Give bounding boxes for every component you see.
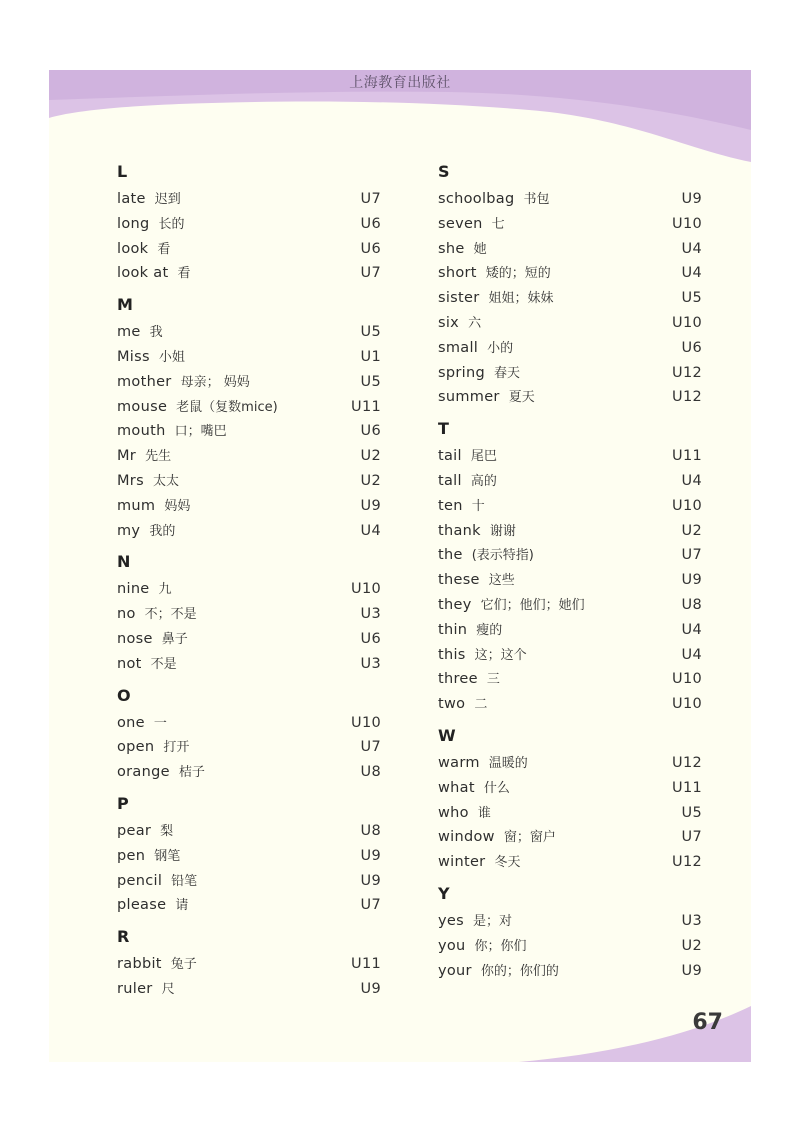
vocabulary-entry	[117, 711, 381, 736]
vocabulary-entry	[117, 952, 381, 977]
vocabulary-entry	[438, 667, 702, 692]
entry-word: nine	[117, 581, 150, 598]
entry-word: ruler	[117, 980, 153, 997]
vocabulary-entry	[117, 345, 381, 370]
letter-section	[117, 922, 381, 1002]
vocabulary-entry	[117, 735, 381, 760]
entry-meaning: 这；这个	[474, 647, 527, 663]
entry-word: look	[117, 240, 149, 257]
entry-unit: U9	[360, 872, 381, 889]
vocabulary-entry	[117, 893, 381, 918]
vocabulary-entry	[438, 385, 702, 410]
entry-word: seven	[438, 215, 483, 232]
entry-word: nose	[117, 630, 153, 647]
section-letter: O	[117, 685, 131, 705]
vocabulary-entry	[438, 187, 702, 212]
entry-unit: U12	[672, 364, 702, 381]
entry-word: pencil	[117, 872, 163, 889]
entry-unit: U9	[681, 572, 702, 589]
vocabulary-entry	[438, 776, 702, 801]
vocabulary-entry	[117, 419, 381, 444]
vocabulary-entry	[117, 370, 381, 395]
entry-meaning: 尾巴	[470, 449, 497, 465]
entry-word: orange	[117, 764, 170, 781]
vocabulary-entry	[438, 494, 702, 519]
entry-meaning: 二	[474, 697, 488, 713]
entry-meaning: 看	[157, 241, 171, 257]
vocabulary-entry	[117, 977, 381, 1002]
entry-meaning: 太太	[152, 473, 179, 489]
entry-unit: U4	[681, 472, 702, 489]
vocabulary-entry	[117, 320, 381, 345]
entry-word: late	[117, 191, 146, 207]
entry-meaning: 不；不是	[144, 607, 197, 623]
entry-unit: U10	[672, 671, 702, 688]
entry-word: these	[438, 572, 480, 589]
entry-word: no	[117, 606, 136, 623]
vocabulary-entry	[438, 618, 702, 643]
vocabulary-entry	[438, 801, 702, 826]
entry-meaning: 夏天	[508, 390, 535, 406]
entry-word: what	[438, 779, 475, 796]
entry-unit: U12	[672, 854, 702, 871]
entry-meaning: 这些	[488, 573, 515, 589]
entry-meaning: 小姐	[158, 349, 185, 365]
vocabulary-entry	[117, 469, 381, 494]
entry-meaning: 窗；窗户	[503, 830, 556, 846]
entry-meaning: 三	[486, 672, 500, 688]
entry-unit: U10	[672, 215, 702, 232]
entry-word: window	[438, 829, 495, 846]
entry-unit: U10	[351, 581, 381, 598]
entry-unit: U9	[681, 191, 702, 207]
entry-word: they	[438, 596, 472, 613]
entry-meaning: 兔子	[170, 957, 197, 973]
entry-word: the	[438, 547, 463, 564]
vocabulary-entry	[438, 444, 702, 469]
entry-meaning: 看	[177, 266, 191, 282]
section-letter: T	[438, 419, 449, 439]
entry-meaning: 我	[149, 325, 163, 341]
entry-word: tall	[438, 472, 462, 489]
vocabulary-entry	[117, 819, 381, 844]
vocabulary-column-right	[438, 157, 702, 983]
vocabulary-entry	[117, 212, 381, 237]
vocabulary-entry	[438, 237, 702, 262]
entry-meaning: 桔子	[178, 765, 205, 781]
entry-word: small	[438, 339, 479, 356]
vocabulary-entry	[117, 760, 381, 785]
entry-meaning: 谁	[477, 805, 491, 821]
entry-meaning: 妈妈	[164, 498, 191, 514]
entry-unit: U4	[360, 522, 381, 539]
entry-word: spring	[438, 364, 485, 381]
entry-unit: U5	[360, 324, 381, 341]
entry-meaning: 尺	[161, 981, 175, 997]
page-number: 67	[692, 1010, 723, 1035]
entry-unit: U1	[360, 348, 381, 365]
entry-meaning: 不是	[150, 656, 177, 672]
entry-word: winter	[438, 854, 486, 871]
entry-word: schoolbag	[438, 191, 515, 207]
entry-meaning: 它们；他们；她们	[480, 597, 585, 613]
vocabulary-entry	[117, 444, 381, 469]
entry-word: two	[438, 696, 466, 713]
entry-unit: U4	[681, 646, 702, 663]
entry-meaning: 鼻子	[161, 631, 188, 647]
entry-meaning: 谢谢	[489, 523, 516, 539]
entry-word: look at	[117, 265, 169, 282]
entry-unit: U6	[681, 339, 702, 356]
entry-meaning: 你；你们	[474, 938, 527, 954]
entry-word: three	[438, 671, 478, 688]
entry-word: mouse	[117, 398, 168, 415]
vocabulary-entry	[438, 909, 702, 934]
vocabulary-entry	[117, 261, 381, 286]
entry-unit: U12	[672, 389, 702, 406]
entry-meaning: 十	[471, 498, 485, 514]
entry-word: Mr	[117, 448, 137, 465]
entry-meaning: 冬天	[494, 855, 521, 871]
entry-unit: U9	[360, 847, 381, 864]
entry-unit: U4	[681, 240, 702, 257]
vocabulary-entry	[117, 577, 381, 602]
vocabulary-entry	[438, 469, 702, 494]
entry-unit: U12	[672, 754, 702, 771]
vocabulary-entry	[438, 311, 702, 336]
letter-section	[117, 547, 381, 676]
entry-meaning: 我的	[149, 523, 176, 539]
vocabulary-entry	[117, 627, 381, 652]
vocabulary-entry	[117, 602, 381, 627]
entry-word: this	[438, 646, 466, 663]
entry-unit: U4	[681, 621, 702, 638]
vocabulary-entry	[117, 237, 381, 262]
entry-meaning: 铅笔	[171, 873, 198, 889]
vocabulary-column-left	[117, 157, 381, 1002]
entry-word: Mrs	[117, 472, 144, 489]
section-letter: R	[117, 927, 130, 947]
entry-unit: U6	[360, 215, 381, 232]
entry-unit: U10	[351, 714, 381, 731]
entry-unit: U3	[360, 606, 381, 623]
entry-unit: U2	[681, 937, 702, 954]
entry-meaning: 小的	[487, 340, 514, 356]
entry-meaning: 矮的；短的	[485, 266, 551, 282]
entry-meaning: 姐姐；妹妹	[488, 291, 554, 307]
entry-word: me	[117, 324, 141, 341]
letter-section	[117, 681, 381, 785]
entry-unit: U2	[360, 448, 381, 465]
entry-meaning: 迟到	[154, 192, 181, 207]
section-letter: M	[117, 295, 133, 315]
entry-meaning: 高的	[470, 473, 497, 489]
entry-meaning: 春天	[493, 365, 520, 381]
vocabulary-entry	[117, 844, 381, 869]
vocabulary-entry	[438, 212, 702, 237]
entry-meaning: 六	[468, 315, 482, 331]
vocabulary-entry	[438, 825, 702, 850]
entry-unit: U8	[681, 596, 702, 613]
entry-unit: U5	[681, 290, 702, 307]
entry-word: who	[438, 804, 469, 821]
entry-unit: U6	[360, 630, 381, 647]
entry-unit: U6	[360, 240, 381, 257]
letter-section	[438, 879, 702, 983]
entry-word: one	[117, 714, 145, 731]
entry-meaning: 她	[473, 241, 487, 257]
vocabulary-entry	[438, 286, 702, 311]
vocabulary-entry	[438, 593, 702, 618]
entry-meaning: 钢笔	[154, 848, 181, 864]
entry-unit: U10	[672, 314, 702, 331]
entry-unit: U9	[360, 497, 381, 514]
letter-section	[438, 414, 702, 717]
entry-unit: U10	[672, 696, 702, 713]
vocabulary-entry	[438, 361, 702, 386]
vocabulary-entry	[117, 869, 381, 894]
publisher-name: 上海教育出版社	[349, 75, 451, 91]
entry-unit: U9	[681, 962, 702, 979]
section-letter: L	[117, 162, 128, 181]
entry-unit: U5	[681, 804, 702, 821]
entry-word: pear	[117, 822, 152, 839]
entry-unit: U7	[360, 739, 381, 756]
textbook-page	[49, 70, 751, 1062]
entry-meaning: 梨	[160, 823, 174, 839]
entry-meaning: 老鼠（复数mice)	[176, 399, 278, 415]
section-letter: S	[438, 162, 450, 181]
section-letter: W	[438, 725, 456, 745]
entry-unit: U7	[681, 829, 702, 846]
section-letter: P	[117, 793, 129, 813]
vocabulary-entry	[438, 751, 702, 776]
entry-unit: U2	[360, 472, 381, 489]
entry-unit: U4	[681, 265, 702, 282]
entry-meaning: 一	[153, 715, 167, 731]
section-letter: N	[117, 552, 131, 572]
vocabulary-entry	[438, 934, 702, 959]
entry-word: yes	[438, 912, 464, 929]
entry-word: your	[438, 962, 472, 979]
entry-unit: U7	[360, 897, 381, 914]
entry-meaning: 九	[158, 582, 172, 598]
entry-unit: U7	[681, 547, 702, 564]
entry-word: she	[438, 240, 465, 257]
entry-unit: U6	[360, 423, 381, 440]
letter-section	[438, 721, 702, 875]
entry-word: mum	[117, 497, 156, 514]
entry-word: sister	[438, 290, 480, 307]
entry-meaning: 什么	[483, 780, 510, 796]
entry-meaning: 你的；你们的	[480, 963, 559, 979]
entry-unit: U11	[672, 779, 702, 796]
letter-section	[438, 157, 702, 410]
letter-section	[117, 290, 381, 543]
vocabulary-entry	[438, 543, 702, 568]
vocabulary-entry	[438, 519, 702, 544]
entry-meaning: 先生	[145, 449, 172, 465]
entry-unit: U3	[681, 912, 702, 929]
entry-meaning: (表示特指)	[471, 548, 534, 564]
entry-meaning: 七	[491, 216, 505, 232]
entry-unit: U3	[360, 655, 381, 672]
entry-meaning: 打开	[163, 740, 190, 756]
entry-word: long	[117, 215, 150, 232]
entry-unit: U11	[351, 956, 381, 973]
vocabulary-entry	[438, 643, 702, 668]
vocabulary-entry	[438, 692, 702, 717]
entry-word: rabbit	[117, 956, 162, 973]
entry-unit: U8	[360, 822, 381, 839]
entry-word: open	[117, 739, 155, 756]
vocabulary-entry	[117, 395, 381, 420]
entry-meaning: 口；嘴巴	[174, 424, 227, 440]
entry-unit: U10	[672, 497, 702, 514]
entry-word: mother	[117, 373, 172, 390]
entry-meaning: 瘦的	[476, 622, 503, 638]
entry-meaning: 母亲； 妈妈	[180, 374, 250, 390]
entry-word: not	[117, 655, 142, 672]
entry-meaning: 温暖的	[488, 755, 528, 771]
entry-unit: U9	[360, 980, 381, 997]
entry-meaning: 是；对	[472, 913, 512, 929]
entry-word: thin	[438, 621, 468, 638]
section-letter: Y	[438, 883, 450, 903]
entry-word: summer	[438, 389, 500, 406]
entry-word: mouth	[117, 423, 166, 440]
entry-unit: U11	[672, 448, 702, 465]
vocabulary-entry	[438, 850, 702, 875]
letter-section	[117, 157, 381, 286]
entry-unit: U2	[681, 522, 702, 539]
entry-word: please	[117, 897, 167, 914]
entry-word: tail	[438, 448, 462, 465]
letter-section	[117, 789, 381, 918]
vocabulary-entry	[438, 959, 702, 984]
entry-unit: U7	[360, 265, 381, 282]
entry-meaning: 书包	[523, 192, 550, 207]
entry-word: pen	[117, 847, 146, 864]
entry-unit: U5	[360, 373, 381, 390]
entry-meaning: 请	[175, 898, 189, 914]
entry-word: Miss	[117, 348, 150, 365]
vocabulary-entry	[438, 261, 702, 286]
vocabulary-entry	[117, 519, 381, 544]
vocabulary-entry	[438, 336, 702, 361]
entry-word: my	[117, 522, 141, 539]
vocabulary-entry	[438, 568, 702, 593]
entry-unit: U11	[351, 398, 381, 415]
vocabulary-entry	[117, 652, 381, 677]
entry-unit: U7	[360, 191, 381, 207]
entry-meaning: 长的	[158, 216, 185, 232]
entry-word: ten	[438, 497, 463, 514]
entry-word: thank	[438, 522, 481, 539]
entry-word: short	[438, 265, 477, 282]
entry-unit: U8	[360, 764, 381, 781]
entry-word: warm	[438, 754, 480, 771]
entry-word: you	[438, 937, 466, 954]
entry-word: six	[438, 314, 460, 331]
vocabulary-entry	[117, 187, 381, 212]
vocabulary-entry	[117, 494, 381, 519]
